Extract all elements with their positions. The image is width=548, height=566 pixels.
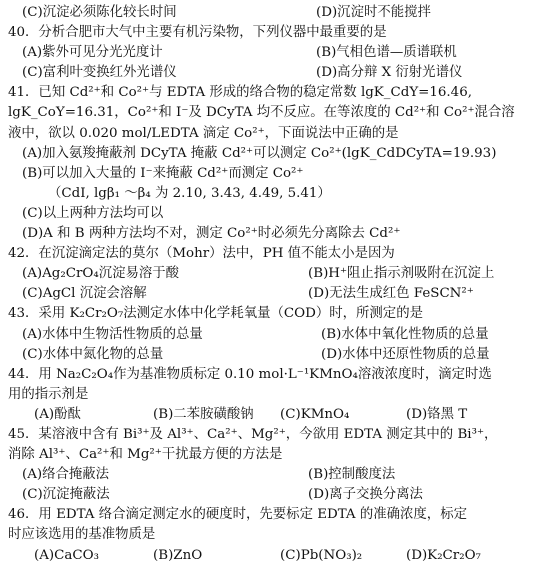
option-b: (B)ZnO [153,547,203,563]
q41-option-c: (C)以上两种方法均可以 [22,205,164,221]
q42-stem: 42．在沉淀滴定法的莫尔（Mohr）法中，PH 值不能太小是因为 [8,246,395,262]
option-a: (A)Ag₂CrO₄沉淀易溶于酸 [22,266,180,282]
q41-option-b-note: （CdI, lgβ₁ ～β₄ 为 2.10, 3.43, 4.49, 5.41） [48,185,331,201]
q40-options-ab [8,43,542,63]
q40-stem: 40．分析合肥市大气中主要有机污染物，下列仪器中最重要的是 [8,25,387,41]
option-d: (D)离子交换分离法 [308,487,423,503]
option-a: (A)紫外可见分光光度计 [22,45,163,61]
option-c: (C)Pb(NO₃)₂ [280,547,363,563]
option-b: (B)二苯胺磺酸钠 [153,406,254,422]
q41-stem-line2: lgK_CoY=16.31，Co²⁺和 I⁻及 DCyTA 均不反应。在等浓度的 Cd²⁺和 Co²⁺混合溶 [8,105,515,121]
q41-option-b: (B)可以加入大量的 I⁻来掩蔽 Cd²⁺而测定 Co²⁺ [22,165,304,181]
q44-stem-line1: 44．用 Na₂C₂O₄作为基准物质标定 0.10 mol·L⁻¹KMnO₄溶液浓度时，滴定时选 [8,366,492,382]
q43-stem: 43．采用 K₂Cr₂O₇法测定水体中化学耗氧量（COD）时，所测定的是 [8,306,423,322]
q40-options-cd [8,63,542,83]
option-c: (C)富利叶变换红外光谱仪 [22,65,177,81]
q39-options-cd [8,3,542,23]
q42-options-ab [8,264,542,284]
q45-stem-line1: 45．某溶液中含有 Bi³⁺及 Al³⁺、Ca²⁺、Mg²⁺，今欲用 EDTA 测定其中的 Bi³⁺， [8,426,498,442]
option-b: (B)气相色谱—质谱联机 [316,45,457,61]
option-a: (A)CaCO₃ [34,547,99,563]
option-a: (A)酚酞 [34,406,81,422]
q41-option-a: (A)加入氨羧掩蔽剂 DCyTA 掩蔽 Cd²⁺可以测定 Co²⁺(lgK_CdDCyTA=19.93) [22,145,497,161]
q41-option-d: (D)A 和 B 两种方法均不对，测定 Co²⁺时必须先分离除去 Cd²⁺ [22,226,401,242]
q46-stem-line2: 时应该选用的基准物质是 [8,527,156,543]
option-d: (D)水体中还原性物质的总量 [321,346,490,362]
q43-options-ab [8,325,542,345]
option-b: (B)H⁺阻止指示剂吸附在沉淀上 [308,266,495,282]
option-c: (C)水体中氮化物的总量 [22,346,164,362]
option-d: (D)无法生成红色 FeSCN²⁺ [308,286,474,302]
option-a: (A)水体中生物活性物质的总量 [22,326,203,342]
q43-options-cd [8,345,542,365]
q45-options-ab [8,465,542,485]
q45-options-cd [8,485,542,505]
option-c: (C)沉淀掩蔽法 [22,487,110,503]
option-d: (D)K₂Cr₂O₇ [406,547,481,563]
option-b: (B)水体中氧化性物质的总量 [321,326,489,342]
option-c: (C)AgCl 沉淀会溶解 [22,286,147,302]
option-c: (C)沉淀必须陈化较长时间 [22,5,177,20]
option-d: (D)铬黑 T [406,406,468,422]
q45-stem-line2: 消除 Al³⁺、Ca²⁺和 Mg²⁺干扰最方便的方法是 [8,447,283,463]
option-c: (C)KMnO₄ [280,406,350,422]
q42-options-cd [8,284,542,304]
q41-stem-line1: 41．已知 Cd²⁺和 Co²⁺与 EDTA 形成的络合物的稳定常数 lgK_CdY=16.46, [8,85,472,101]
q44-options [8,405,542,425]
q46-options [8,546,542,566]
option-a: (A)络合掩蔽法 [22,467,110,483]
q46-stem-line1: 46．用 EDTA 络合滴定测定水的硬度时，先要标定 EDTA 的准确浓度，标定 [8,507,467,523]
q44-stem-line2: 用的指示剂是 [8,386,89,402]
option-d: (D)沉淀时不能搅拌 [316,5,431,20]
option-b: (B)控制酸度法 [308,467,396,483]
q41-stem-line3: 液中，欲以 0.020 mol/LEDTA 滴定 Co²⁺，下面说法中正确的是 [8,125,399,141]
option-d: (D)高分辩 X 衍射光谱仪 [316,65,463,81]
